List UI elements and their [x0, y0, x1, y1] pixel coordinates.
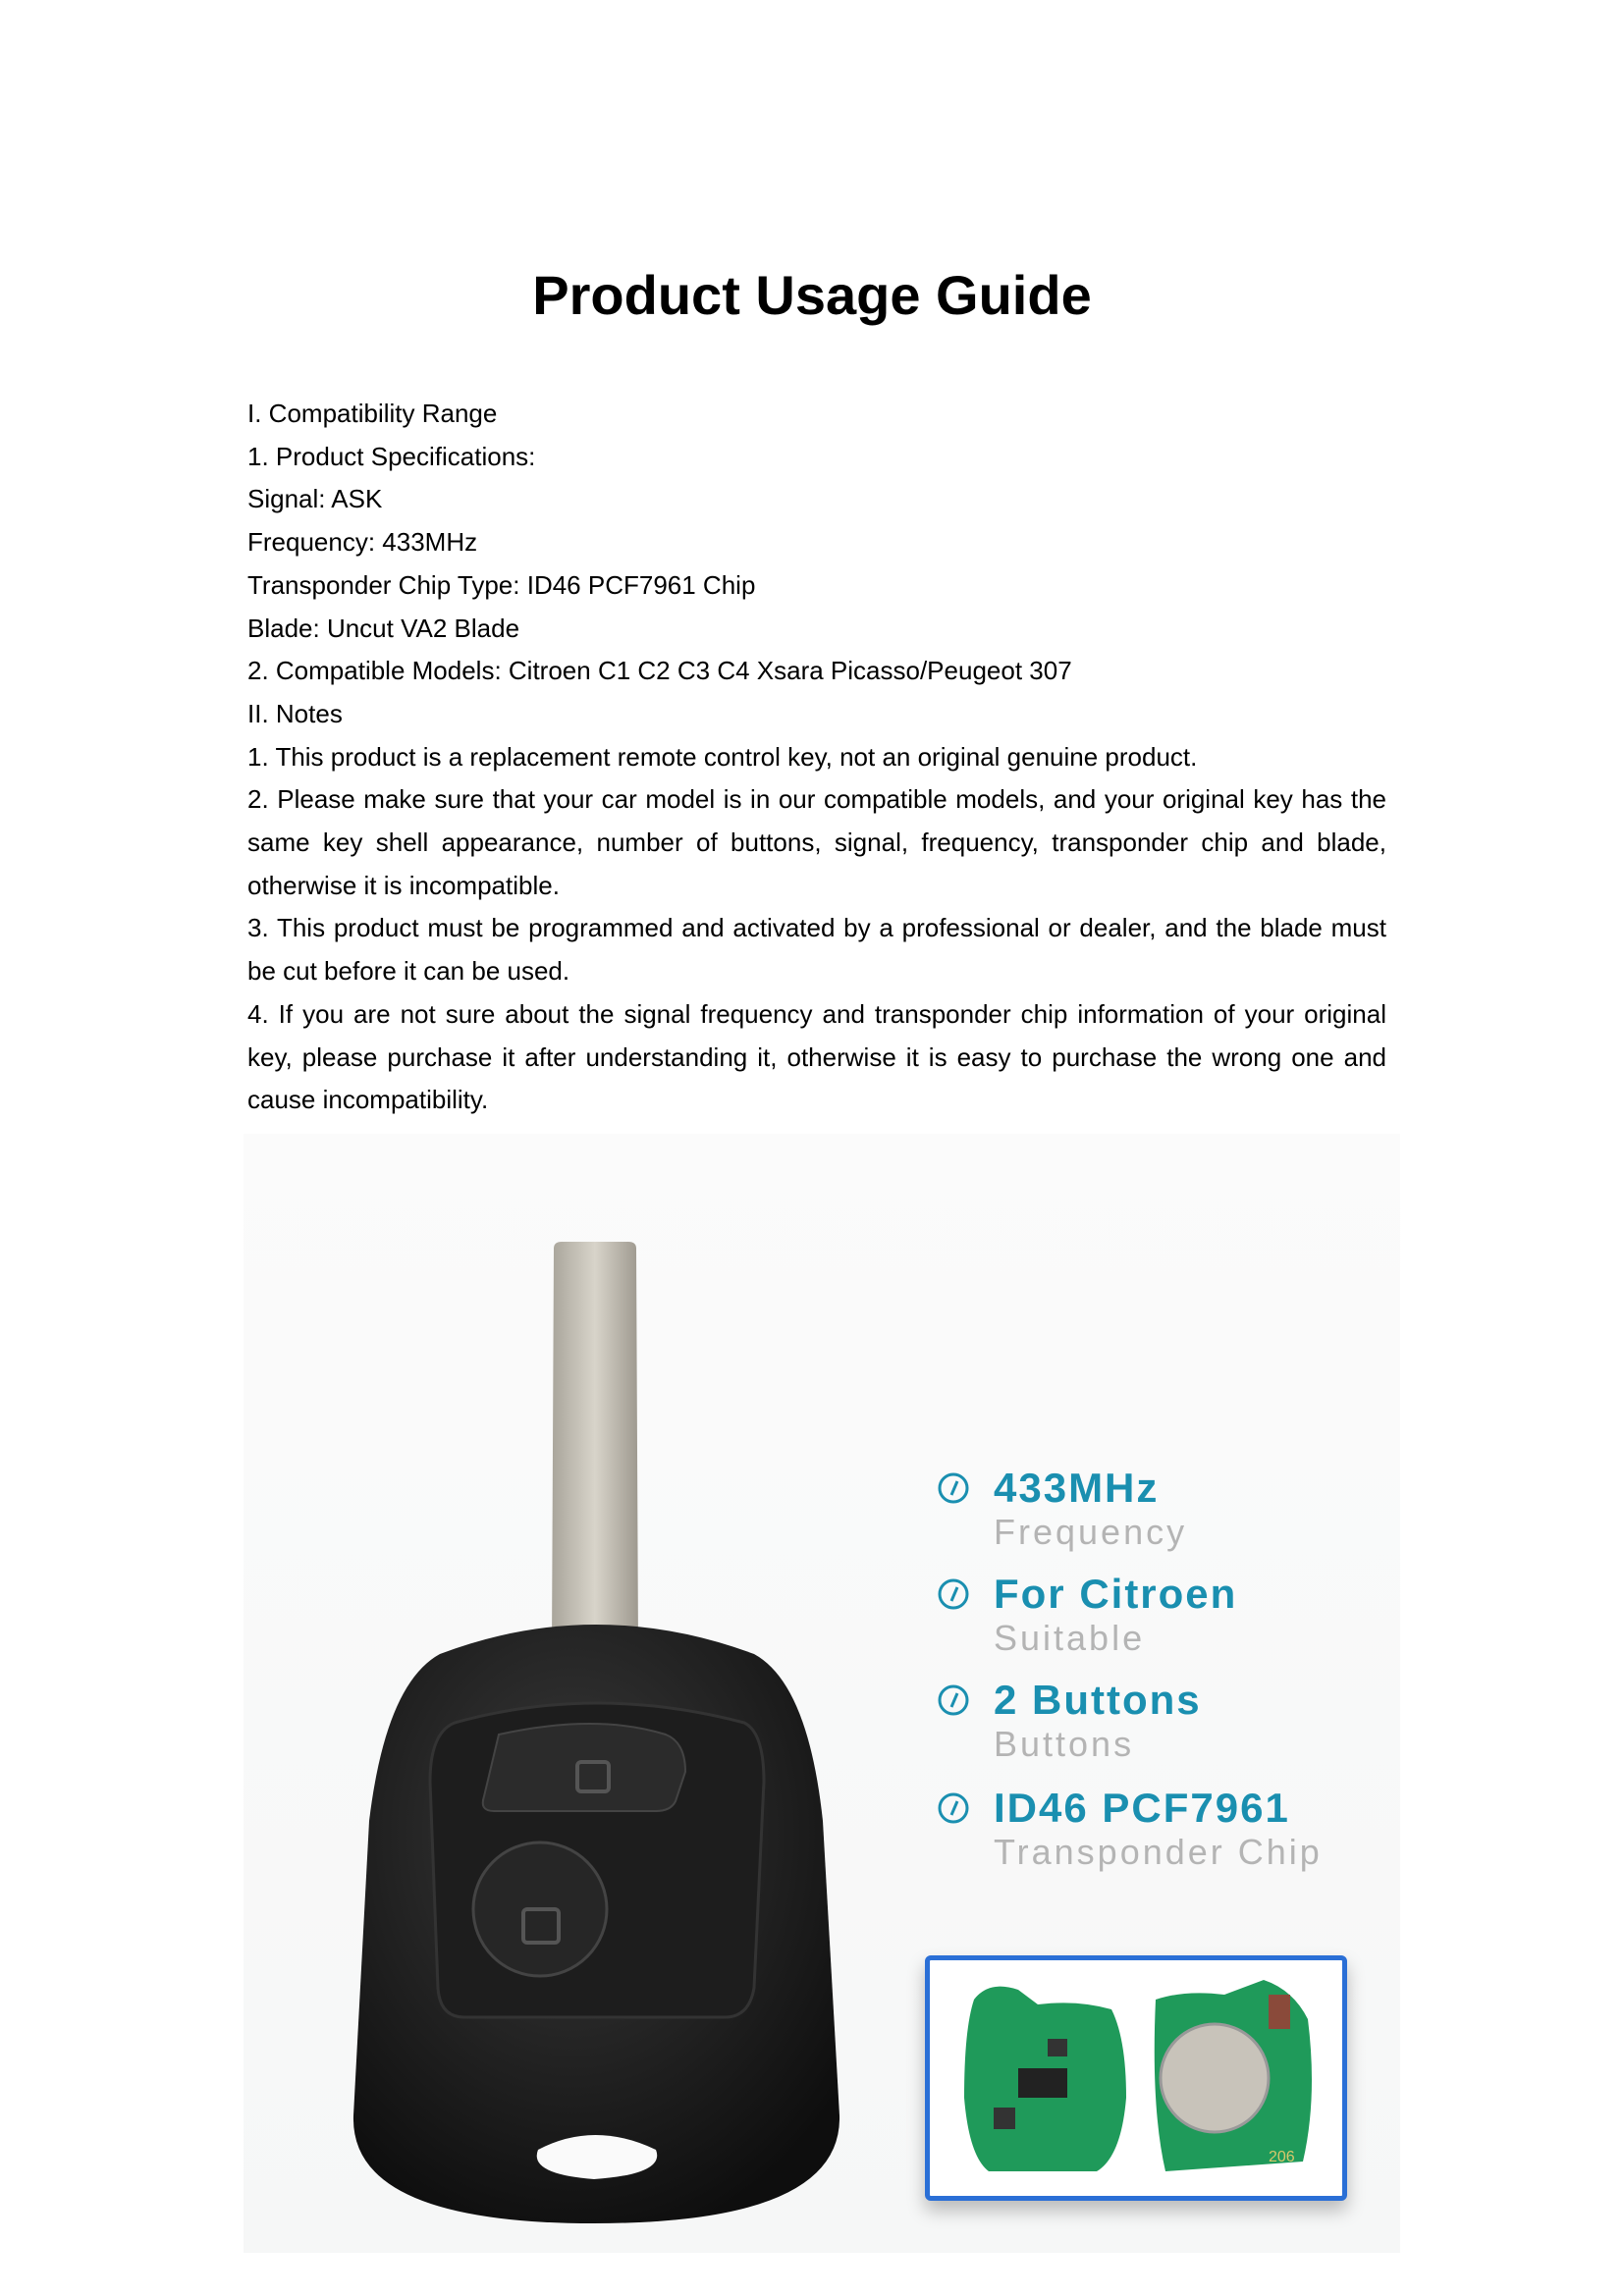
spec-blade: Blade: Uncut VA2 Blade [247, 613, 520, 643]
feature-chip [938, 1785, 1389, 1873]
feature-value: For Citroen [994, 1571, 1238, 1617]
feature-value: ID46 PCF7961 [994, 1785, 1290, 1831]
spec-frequency: Frequency: 433MHz [247, 527, 478, 558]
pcb-label: 206 [1269, 2149, 1295, 2165]
compass-icon [938, 1472, 969, 1504]
section-heading: I. Compatibility Range [247, 399, 498, 428]
spec-signal: Signal: ASK [247, 484, 383, 514]
feature-frequency [938, 1465, 1389, 1553]
circuit-board-image [925, 1955, 1347, 2201]
feature-suitable [938, 1571, 1389, 1659]
section-heading: II. Notes [247, 698, 343, 728]
feature-value: 2 Buttons [994, 1677, 1202, 1723]
page-title: Product Usage Guide [532, 264, 1092, 326]
feature-label: Suitable [994, 1618, 1146, 1658]
feature-label: Transponder Chip [994, 1832, 1323, 1872]
compatible-models: 2. Compatible Models: Citroen C1 C2 C3 C4 Xsara Picasso/Peugeot 307 [247, 656, 1072, 686]
note-1: 1. This product is a replacement remote control key, not an original genuine product. [247, 741, 1198, 772]
note-3: 3. This product must be programmed and activated by a professional or dealer, and the blade must be cut before it can be used. [247, 913, 1386, 987]
guide-text [247, 393, 1386, 1122]
feature-value: 433MHz [994, 1465, 1160, 1511]
spec-chip: Transponder Chip Type: ID46 PCF7961 Chip [247, 569, 756, 600]
feature-label: Frequency [994, 1512, 1188, 1552]
note-2: 2. Please make sure that your car model is in our compatible models, and your original key has the same key shell appearance, number of buttons, signal, frequency, transponder chip and blade, otherwise it is incompatible. [247, 784, 1386, 900]
compass-icon [938, 1684, 969, 1716]
feature-buttons [938, 1677, 1389, 1765]
note-4: 4. If you are not sure about the signal frequency and transponder chip information of your original key, please purchase it after understanding it, otherwise it is easy to purchase the wrong one and cause incompatibility. [247, 998, 1386, 1115]
subheading: 1. Product Specifications: [247, 441, 536, 471]
compass-icon [938, 1792, 969, 1824]
compass-icon [938, 1578, 969, 1610]
feature-label: Buttons [994, 1724, 1135, 1764]
